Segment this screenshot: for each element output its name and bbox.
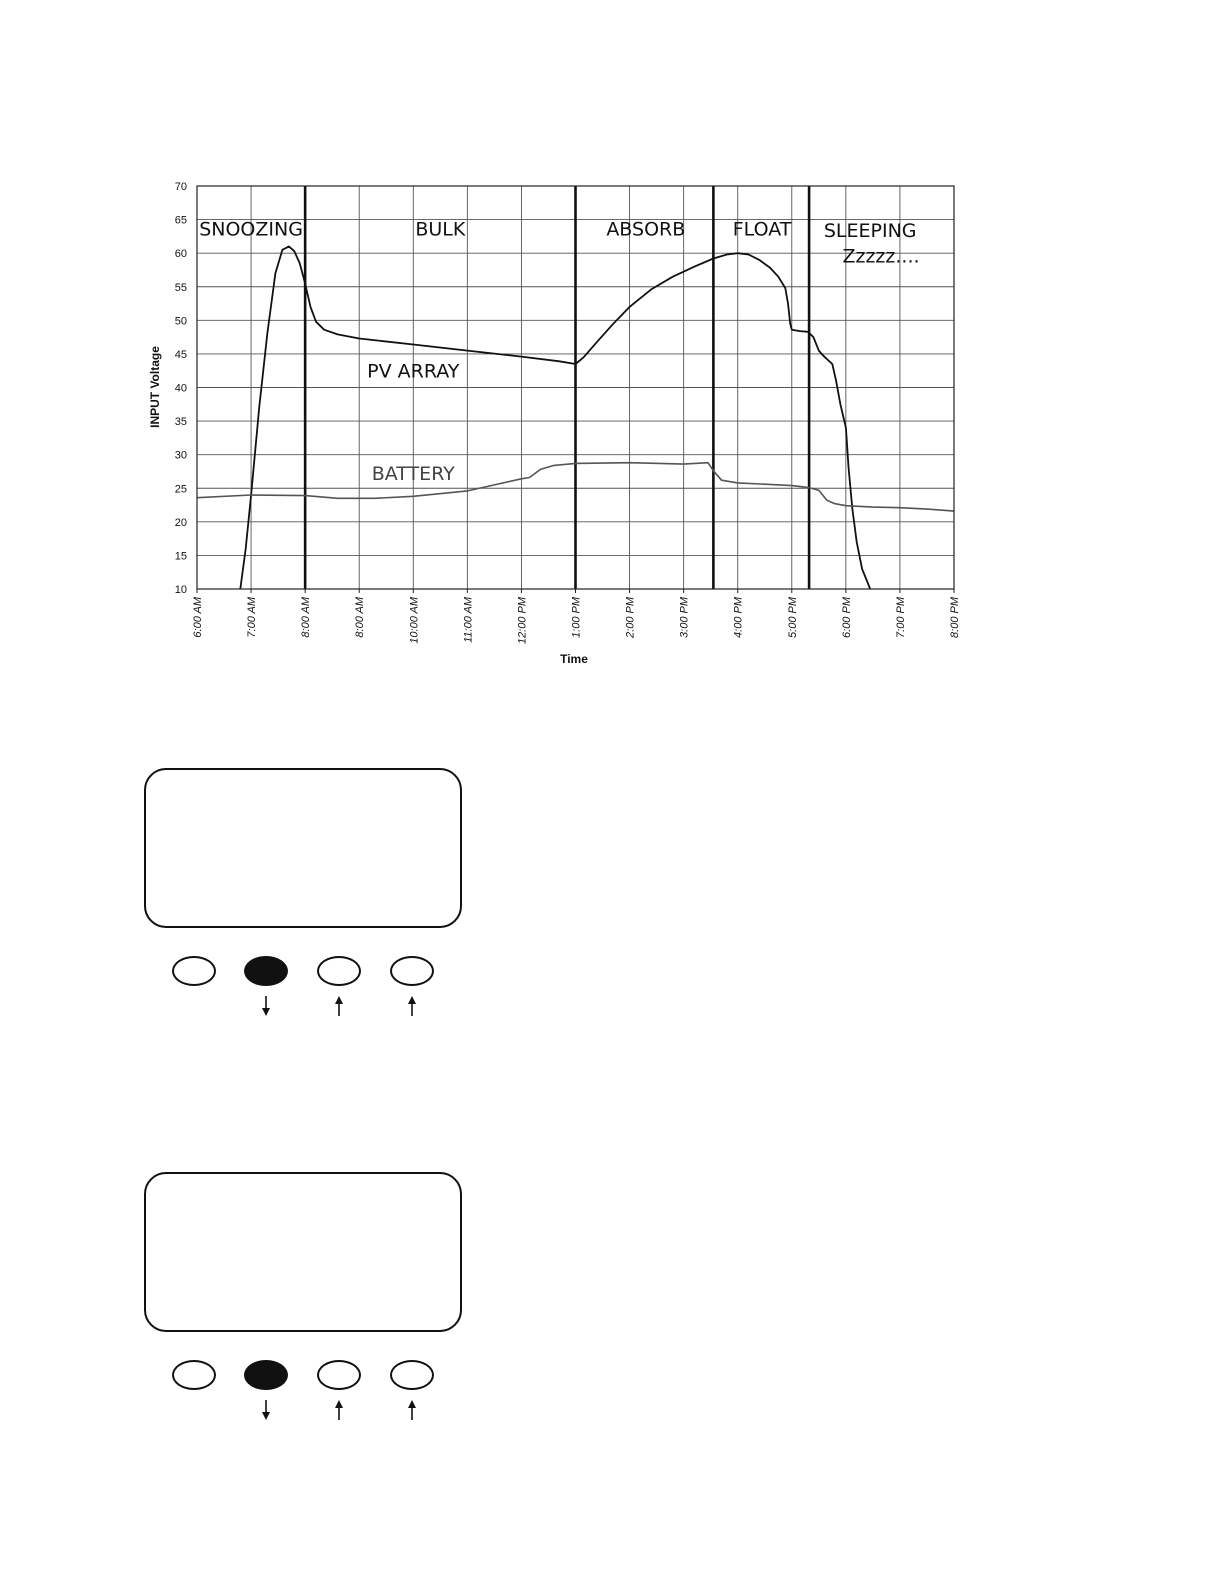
phase-label-4: SLEEPING (823, 220, 917, 243)
phase-label-1: BULK (415, 218, 466, 241)
x-tick-label-3: 8:00 AM (354, 597, 367, 638)
y-tick-label-50: 50 (174, 315, 187, 328)
panel-1-button-3[interactable] (317, 956, 361, 986)
voltage-chart (0, 0, 1224, 720)
x-tick-label-0: 6:00 AM (192, 597, 204, 638)
x-tick-label-5: 11:00 AM (462, 597, 475, 643)
arrow-down-icon (259, 996, 273, 1016)
y-tick-label-10: 10 (174, 584, 187, 596)
x-axis-title: Time (560, 652, 588, 666)
y-tick-label-45: 45 (174, 348, 187, 361)
x-tick-label-8: 2:00 PM (624, 597, 637, 638)
arrow-up-icon (405, 996, 419, 1016)
x-tick-label-12: 6:00 PM (840, 597, 853, 638)
x-tick-label-11: 5:00 PM (786, 597, 799, 638)
y-tick-label-35: 35 (174, 416, 187, 429)
panel-2-button-1[interactable] (172, 1360, 216, 1390)
display-panel-1 (144, 768, 462, 928)
phase-label-5: Zzzzz.... (842, 245, 920, 268)
phase-label-3: FLOAT (732, 218, 792, 241)
x-tick-label-10: 4:00 PM (732, 597, 745, 638)
y-axis-title: INPUT Voltage (148, 346, 162, 428)
x-tick-label-2: 8:00 AM (300, 597, 313, 638)
x-tick-label-6: 12:00 PM (516, 597, 529, 645)
y-tick-label-40: 40 (174, 382, 187, 395)
panel-1-button-2[interactable] (244, 956, 288, 986)
panel-2-button-4[interactable] (390, 1360, 434, 1390)
series-label-pv-array: PV ARRAY (367, 360, 460, 383)
panel-1-button-1[interactable] (172, 956, 216, 986)
panel-1-button-4[interactable] (390, 956, 434, 986)
y-tick-label-25: 25 (174, 483, 187, 496)
y-tick-label-15: 15 (174, 550, 187, 563)
x-tick-label-1: 7:00 AM (246, 597, 259, 638)
panel-2-button-2[interactable] (244, 1360, 288, 1390)
arrow-up-icon (332, 996, 346, 1016)
x-tick-label-9: 3:00 PM (678, 597, 691, 638)
y-tick-label-70: 70 (174, 181, 187, 193)
arrow-down-icon (259, 1400, 273, 1420)
arrow-up-icon (405, 1400, 419, 1420)
display-panel-2 (144, 1172, 462, 1332)
x-tick-label-14: 8:00 PM (949, 597, 961, 638)
x-tick-label-4: 10:00 AM (408, 597, 421, 644)
phase-label-2: ABSORB (606, 218, 686, 241)
phase-label-0: SNOOZING (199, 218, 303, 241)
y-tick-label-60: 60 (174, 248, 187, 261)
y-tick-label-65: 65 (174, 214, 187, 227)
series-line-pv-array (240, 246, 870, 589)
series-label-battery: BATTERY (371, 463, 455, 486)
x-tick-label-7: 1:00 PM (570, 597, 583, 638)
arrow-up-icon (332, 1400, 346, 1420)
y-tick-label-20: 20 (174, 516, 187, 529)
y-tick-label-30: 30 (174, 449, 187, 462)
x-tick-label-13: 7:00 PM (894, 597, 907, 638)
y-tick-label-55: 55 (174, 281, 187, 294)
panel-2-button-3[interactable] (317, 1360, 361, 1390)
